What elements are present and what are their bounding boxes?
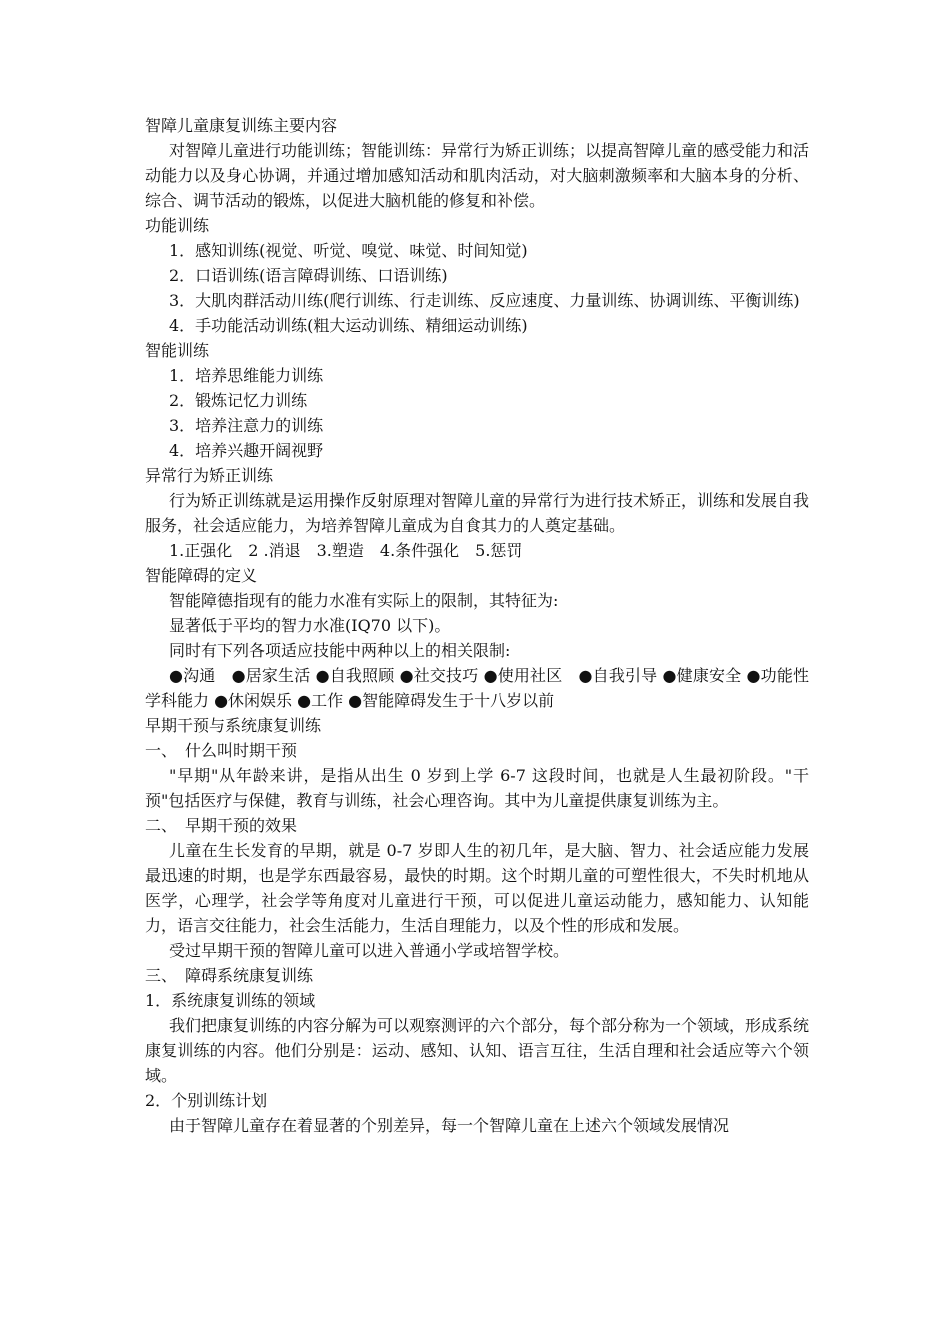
behavior-methods: 1.正强化 2 .消退 3.塑造 4.条件强化 5.惩罚	[169, 541, 523, 560]
behavior-paragraph: 行为矫正训练就是运用操作反射原理对智障儿童的异常行为进行技术矫正，训练和发展自我服务，社会适应能力，为培养智障儿童成为自食其力的人奠定基础。	[145, 491, 810, 535]
section-1-paragraph: "早期"从年龄来讲，是指从出生 0 岁到上学 6-7 这段时间，也就是人生最初阶段。"干预"包括医疗与保健，教育与训练，社会心理咨询。其中为儿童提供康复训练为主。	[145, 766, 809, 810]
intellect-heading: 智能训练	[145, 341, 210, 360]
definition-heading: 智能障碍的定义	[145, 566, 258, 585]
definition-line-2: 显著低于平均的智力水准(IQ70 以下)。	[169, 616, 451, 635]
section-3-2-paragraph: 由于智障儿童存在着显著的个别差异，每一个智障儿童在上述六个领域发展情况	[169, 1116, 730, 1135]
document-page	[145, 113, 809, 1138]
section-3-2-heading: 2．个别训练计划	[145, 1091, 268, 1110]
definition-line-3: 同时有下列各项适应技能中两种以上的相关限制:	[169, 641, 511, 660]
functional-item-4: 4．手功能活动训练(粗大运动训练、精细运动训练)	[169, 316, 528, 335]
section-2-heading: 二、 早期干预的效果	[145, 816, 298, 835]
functional-item-3: 3．大肌肉群活动川练(爬行训练、行走训练、反应速度、力量训练、协调训练、平衡训练)	[169, 291, 800, 310]
functional-heading: 功能训练	[145, 216, 210, 235]
intellect-item-4: 4．培养兴趣开阔视野	[169, 441, 324, 460]
section-2-paragraph-2: 受过早期干预的智障儿童可以进入普通小学或培智学校。	[169, 941, 570, 960]
definition-line-1: 智能障德指现有的能力水准有实际上的限制，其特征为:	[169, 591, 559, 610]
section-1-heading: 一、 什么叫时期干预	[145, 741, 298, 760]
doc-title: 智障儿童康复训练主要内容	[145, 116, 338, 135]
section-3-1-paragraph: 我们把康复训练的内容分解为可以观察测评的六个部分，每个部分称为一个领域，形成系统康复训练的内容。他们分别是：运动、感知、认知、语言互往，生活自理和社会适应等六个领域。	[145, 1016, 810, 1085]
section-3-1-heading: 1．系统康复训练的领域	[145, 991, 316, 1010]
functional-item-2: 2．口语训练(语言障碍训练、口语训练)	[169, 266, 448, 285]
intellect-item-3: 3．培养注意力的训练	[169, 416, 324, 435]
definition-bullets: ●沟通 ●居家生活 ●自我照顾 ●社交技巧 ●使用社区 ●自我引导 ●健康安全 ●功能性学科能力 ●休闲娱乐 ●工作 ●智能障碍发生于十八岁以前	[145, 666, 809, 710]
functional-item-1: 1．感知训练(视觉、听觉、嗅觉、味觉、时间知觉)	[169, 241, 528, 260]
section-2-paragraph-1: 儿童在生长发育的早期，就是 0-7 岁即人生的初几年，是大脑、智力、社会适应能力发展最迅速的时期，也是学东西最容易，最快的时期。这个时期儿童的可塑性很大，不失时机地从医学，心理学，社会学等角度对儿童进行干预，可以促进儿童运动能力，感知能力、认知能力，语言交往能力，社会生活能力，生活自理能力，以及个性的形成和发展。	[145, 841, 809, 935]
section-3-heading: 三、 障碍系统康复训练	[145, 966, 314, 985]
early-heading: 早期干预与系统康复训练	[145, 716, 322, 735]
intellect-item-2: 2．锻炼记忆力训练	[169, 391, 308, 410]
intro-paragraph: 对智障儿童进行功能训练；智能训练：异常行为矫正训练；以提高智障儿童的感受能力和活动能力以及身心协调，并通过增加感知活动和肌肉活动，对大脑刺激频率和大脑本身的分析、综合、调节活动的锻炼，以促进大脑机能的修复和补偿。	[145, 141, 810, 210]
intellect-item-1: 1．培养思维能力训练	[169, 366, 324, 385]
behavior-heading: 异常行为矫正训练	[145, 466, 274, 485]
